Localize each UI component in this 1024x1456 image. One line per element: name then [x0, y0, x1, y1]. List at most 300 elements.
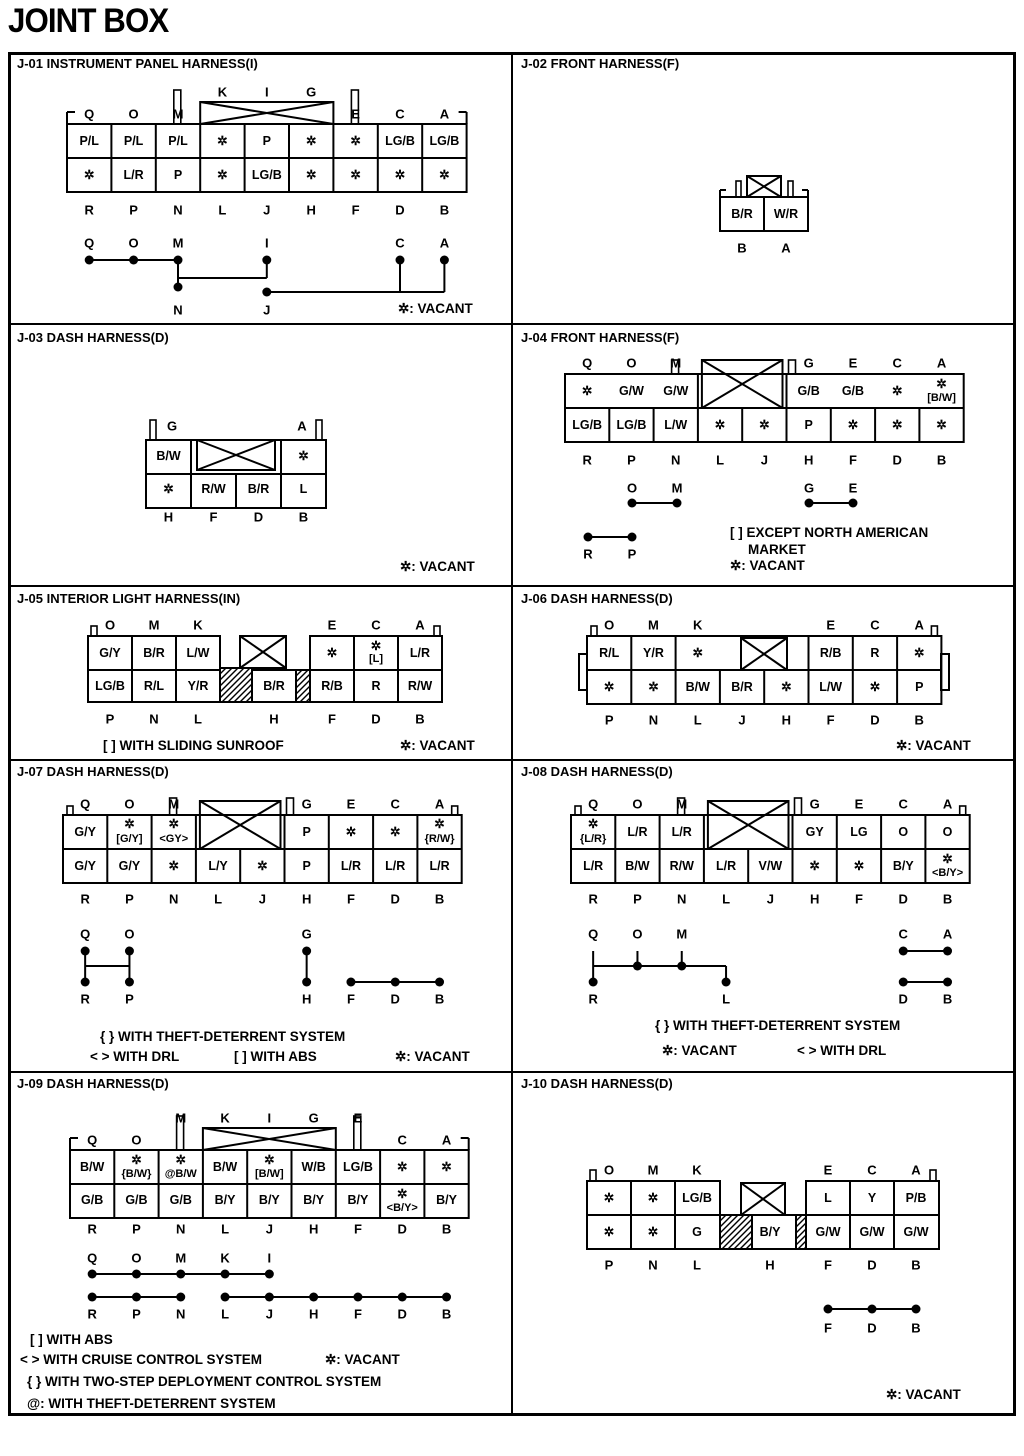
link-label: L: [221, 1306, 230, 1322]
pin-label-bottom: J: [760, 452, 768, 468]
wire-color: R/W: [201, 482, 226, 496]
junction-dot: [221, 1270, 230, 1279]
wire-color: ✲: [759, 418, 770, 432]
wire-color: R/W: [407, 679, 433, 693]
note-drl-j08: < > WITH DRL: [797, 1043, 887, 1058]
hatch-lines: [796, 1215, 806, 1249]
wire-color-optional: @B/W: [164, 1168, 197, 1180]
pin-label-bottom: J: [258, 891, 266, 907]
pin-label-top: K: [692, 1162, 702, 1178]
panel-title-j10: J-10 DASH HARNESS(D): [521, 1076, 673, 1091]
pin-label-bottom: J: [738, 712, 746, 728]
wire-color: P: [262, 134, 271, 148]
wire-color: ✲: [257, 859, 268, 873]
wire-color: ✲: [869, 680, 881, 694]
wire-color: ✲: [397, 1187, 408, 1201]
wire-color: ✲: [603, 1225, 615, 1239]
pin-label-top: C: [395, 106, 405, 122]
junction-dot: [265, 1293, 274, 1302]
pin-label-bottom: N: [169, 891, 179, 907]
wire-color: ✲: [603, 680, 615, 694]
hatch-line: [300, 692, 310, 702]
pin-label-bottom: D: [867, 1257, 877, 1273]
latch-tab: [452, 806, 458, 815]
pin-label-bottom: H: [765, 1257, 775, 1273]
pin-label-top: E: [854, 796, 864, 812]
wire-color: ✲: [350, 168, 361, 182]
pin-label-top: O: [128, 106, 139, 122]
link-label: C: [898, 926, 908, 942]
link-label: O: [131, 1250, 142, 1266]
wire-color: ✲: [692, 646, 703, 660]
wire-color: LG/B: [251, 168, 282, 182]
link-label: G: [301, 926, 312, 942]
wire-color: G/W: [815, 1225, 841, 1239]
pin-label-bottom: H: [306, 202, 316, 218]
latch-tab: [575, 806, 581, 815]
pin-label-bottom: D: [870, 712, 880, 728]
wire-color: B/Y: [258, 1193, 280, 1207]
pin-label-top: A: [914, 617, 924, 633]
wire-color-optional: {R/W}: [424, 833, 455, 845]
pin-label-top: A: [936, 355, 947, 371]
link-label: F: [353, 1306, 362, 1322]
wire-color: ✲: [853, 859, 865, 873]
wire-color: B/R: [731, 207, 753, 221]
wire-color: ✲: [168, 859, 179, 873]
link-label: R: [80, 991, 90, 1007]
junction-dot: [221, 1293, 230, 1302]
wire-color-optional: [L]: [368, 653, 384, 665]
junction-dot: [899, 947, 908, 956]
latch-tab: [150, 420, 156, 440]
junction-dot: [628, 499, 637, 508]
pin-label-top: A: [441, 1132, 452, 1148]
junction-dot: [132, 1270, 141, 1279]
junction-dot: [262, 256, 271, 265]
pin-label-top: O: [604, 617, 615, 633]
wire-color: R/L: [143, 679, 165, 693]
wire-color: ✲: [942, 852, 953, 866]
hatch-line: [296, 674, 310, 688]
note-market: MARKET: [748, 542, 806, 557]
wire-color: ✲: [350, 134, 361, 148]
pin-label-bottom: P: [604, 712, 614, 728]
pin-label-bottom: H: [809, 891, 820, 907]
note-abs-j07: [ ] WITH ABS: [234, 1049, 317, 1064]
wire-color: LG/B: [616, 418, 647, 432]
note-sunroof: [ ] WITH SLIDING SUNROOF: [103, 738, 284, 753]
link-label: R: [583, 546, 593, 562]
wire-color: L/W: [186, 646, 210, 660]
junction-dot: [589, 978, 598, 987]
hatch-lines: [296, 670, 310, 702]
junction-dot: [125, 978, 134, 987]
wire-color: B/W: [156, 449, 181, 463]
pin-label-bottom: P: [129, 202, 138, 218]
junction-dot: [262, 288, 271, 297]
side-latch: [579, 654, 587, 690]
pin-label-top: E: [823, 1162, 833, 1178]
link-label: E: [848, 480, 858, 496]
wire-color: R/B: [819, 646, 842, 660]
pin-label-top: I: [267, 1110, 272, 1126]
latch-tab: [789, 360, 796, 374]
wire-color: ✲: [936, 418, 947, 432]
wire-color: ✲: [83, 168, 95, 182]
wire-color: R: [870, 646, 880, 660]
hatch-line: [222, 672, 252, 702]
wire-color: L/W: [819, 680, 843, 694]
wire-color: Y: [867, 1191, 877, 1205]
wire-color: LG/B: [343, 1160, 373, 1174]
link-label: H: [301, 991, 312, 1007]
wire-color: L/R: [671, 825, 692, 839]
wire-color: Y/R: [187, 679, 209, 693]
note-vacant-j04: ✲: VACANT: [730, 558, 805, 573]
pin-label-bottom: F: [353, 1221, 362, 1237]
pin-label-top: C: [867, 1162, 877, 1178]
hatch-line: [796, 1229, 806, 1239]
wire-color: P/L: [79, 134, 99, 148]
pin-label-top: A: [439, 106, 450, 122]
link-label: I: [267, 1250, 272, 1266]
wire-color: LG/B: [682, 1191, 712, 1205]
wire-color: B/R: [247, 482, 270, 496]
wire-color: LG/B: [385, 134, 415, 148]
junction-dot: [442, 1293, 451, 1302]
pin-label-top: Q: [582, 355, 593, 371]
pin-label-bottom: N: [648, 1257, 658, 1273]
latch-tab: [795, 798, 802, 815]
wire-color: R: [371, 679, 381, 693]
pin-label-top: G: [166, 418, 178, 434]
note-vacant-j05: ✲: VACANT: [400, 738, 475, 753]
pin-label-top: A: [434, 796, 445, 812]
wire-color: P: [302, 859, 311, 873]
latch-tab: [931, 626, 937, 636]
wire-color: B/Y: [303, 1193, 325, 1207]
link-label: F: [824, 1320, 832, 1336]
wire-color: R/W: [669, 859, 694, 873]
note-vacant-j03: ✲: VACANT: [400, 559, 475, 574]
junction-dot: [805, 499, 814, 508]
wire-color: ✲: [892, 384, 903, 398]
wire-color: ✲: [264, 1153, 275, 1167]
hatch-line: [296, 670, 308, 682]
pin-label-top: I: [264, 84, 269, 100]
pin-label-top: Q: [80, 796, 91, 812]
hatch-line: [720, 1215, 732, 1227]
note-vacant-j08: ✲: VACANT: [662, 1043, 737, 1058]
latch-tab: [434, 626, 440, 636]
pin-label-bottom: A: [781, 240, 791, 256]
wire-color: B/Y: [892, 859, 914, 873]
pin-label-bottom: P: [125, 891, 134, 907]
wire-color: G/W: [859, 1225, 885, 1239]
wire-color: ✲: [326, 646, 338, 660]
wire-color: R/L: [599, 646, 620, 660]
pin-label-top: G: [306, 84, 317, 100]
pin-label-top: O: [104, 617, 116, 633]
pin-label-bottom: L: [194, 711, 202, 727]
wire-color: L/R: [583, 859, 604, 873]
junction-dot: [396, 256, 405, 265]
pin-label-bottom: L: [221, 1221, 230, 1237]
wire-color: ✲: [847, 418, 859, 432]
junction-dot: [353, 1293, 362, 1302]
wire-color: ✲: [587, 817, 599, 831]
hatched-cavity: [220, 668, 252, 702]
pin-label-bottom: F: [826, 712, 835, 728]
pin-label-bottom: P: [604, 1257, 614, 1273]
wire-color: L/Y: [208, 859, 228, 873]
pin-label-bottom: J: [265, 1221, 273, 1237]
hatch-line: [796, 1235, 806, 1245]
pin-label-bottom: F: [848, 452, 857, 468]
wire-color: ✲: [581, 384, 593, 398]
note-theft-j07: { } WITH THEFT-DETERRENT SYSTEM: [100, 1029, 346, 1044]
wire-color: ✲: [914, 646, 925, 660]
wire-color: L/R: [123, 168, 144, 182]
hatched-cavity: [720, 1215, 752, 1249]
link-label: B: [441, 1306, 452, 1322]
latch-tab: [960, 806, 966, 815]
pin-label-bottom: L: [693, 1257, 701, 1273]
wire-color: P/L: [123, 134, 144, 148]
pin-label-bottom: B: [434, 891, 445, 907]
junction-dot: [628, 533, 637, 542]
pin-label-bottom: B: [415, 711, 425, 727]
junction-dot: [85, 256, 94, 265]
hatch-lines: [720, 1215, 752, 1249]
pin-label-top: E: [327, 617, 337, 633]
pin-label-top: K: [693, 617, 703, 633]
panel-title-j08: J-08 DASH HARNESS(D): [521, 764, 673, 779]
pin-label-top: K: [193, 617, 203, 633]
junction-dot: [849, 499, 858, 508]
pin-label-top: C: [898, 796, 908, 812]
pin-label-top: C: [870, 617, 880, 633]
pin-label-top: E: [353, 1110, 363, 1126]
wire-color: ✲: [781, 680, 792, 694]
pin-label-bottom: N: [176, 1221, 186, 1237]
wire-color: ✲: [434, 817, 445, 831]
junction-dot: [81, 947, 90, 956]
pin-label-top: C: [397, 1132, 407, 1148]
link-label: P: [132, 1306, 141, 1322]
link-label: D: [390, 991, 400, 1007]
hatch-line: [796, 1217, 806, 1227]
pin-label-bottom: N: [677, 891, 687, 907]
link-label: A: [439, 235, 450, 251]
junction-dot: [129, 256, 138, 265]
junction-dot: [346, 978, 355, 987]
latch-tab: [591, 626, 597, 636]
pin-label-top: G: [308, 1110, 319, 1126]
wire-color: G/Y: [118, 859, 141, 873]
pin-label-bottom: P: [105, 711, 115, 727]
junction-dot: [440, 256, 449, 265]
junction-dot: [174, 283, 183, 292]
link-label: J: [265, 1306, 273, 1322]
junction-dot: [176, 1270, 185, 1279]
pin-label-top: Q: [84, 106, 95, 122]
panel-title-j01: J-01 INSTRUMENT PANEL HARNESS(I): [17, 56, 258, 71]
link-label: N: [173, 302, 183, 318]
pin-label-bottom: L: [214, 891, 223, 907]
panel-title-j09: J-09 DASH HARNESS(D): [17, 1076, 169, 1091]
pin-label-bottom: J: [263, 202, 271, 218]
junction-dot: [81, 978, 90, 987]
link-label: J: [263, 302, 271, 318]
pin-label-top: A: [415, 617, 425, 633]
pin-label-bottom: D: [892, 452, 902, 468]
wire-color: ✲: [647, 1225, 659, 1239]
junction-dot: [868, 1305, 877, 1314]
hatch-line: [728, 1225, 752, 1249]
wire-color: L/W: [664, 418, 688, 432]
wire-color: LG/B: [95, 679, 125, 693]
wire-color: B/W: [212, 1160, 238, 1174]
pin-label-bottom: B: [936, 452, 947, 468]
link-label: Q: [84, 235, 95, 251]
junction-dot: [88, 1270, 97, 1279]
hatch-line: [220, 668, 232, 680]
pin-label-bottom: F: [824, 1257, 832, 1273]
wire-color: ✲: [370, 639, 382, 653]
pin-label-bottom: B: [439, 202, 450, 218]
wire-color: W/B: [301, 1160, 326, 1174]
hatch-line: [722, 1219, 752, 1249]
pin-label-top: M: [172, 106, 184, 122]
wire-color: ✲: [603, 1191, 615, 1205]
wire-color: P/L: [168, 134, 188, 148]
junction-dot: [824, 1305, 833, 1314]
link-label: R: [588, 991, 598, 1007]
pin-label-top: M: [676, 796, 688, 812]
wire-color: ✲: [892, 418, 903, 432]
wire-color: ✲: [305, 168, 317, 182]
junction-dot: [309, 1293, 318, 1302]
wire-color-optional: {L/R}: [580, 833, 607, 845]
wire-color: ✲: [714, 418, 726, 432]
wire-color: L/R: [627, 825, 648, 839]
pin-label-top: A: [942, 796, 953, 812]
pin-label-top: O: [632, 796, 643, 812]
link-label: M: [172, 235, 184, 251]
link-label: R: [87, 1306, 97, 1322]
latch-tab: [67, 806, 73, 815]
pin-label-bottom: B: [911, 1257, 921, 1273]
panel-title-j02: J-02 FRONT HARNESS(F): [521, 56, 680, 71]
pin-label-top: O: [626, 355, 637, 371]
note-abs-j09: [ ] WITH ABS: [30, 1332, 113, 1347]
link-label: F: [346, 991, 355, 1007]
junction-dot: [265, 1270, 274, 1279]
wire-color-optional: [B/W]: [254, 1168, 284, 1180]
link-label: K: [220, 1250, 230, 1266]
wire-color: ✲: [936, 377, 947, 391]
wire-color: P: [915, 680, 924, 694]
wire-color: P: [804, 418, 813, 432]
panel-title-j04: J-04 FRONT HARNESS(F): [521, 330, 680, 345]
note-vacant-j06: ✲: VACANT: [896, 738, 971, 753]
wire-color: B/R: [731, 680, 753, 694]
link-label: O: [124, 926, 135, 942]
note-vacant-j10: ✲: VACANT: [886, 1387, 961, 1402]
junction-dot: [722, 978, 731, 987]
wire-color: B/Y: [214, 1193, 236, 1207]
note-drl-j07: < > WITH DRL: [90, 1049, 180, 1064]
hatch-lines: [220, 668, 252, 702]
panel-title-j03: J-03 DASH HARNESS(D): [17, 330, 169, 345]
wire-color: P: [302, 825, 311, 839]
wire-color: G/B: [841, 384, 865, 398]
wire-color-optional: {B/W}: [121, 1168, 152, 1180]
wire-color: L: [824, 1191, 832, 1205]
link-label: Q: [87, 1250, 98, 1266]
pin-label-bottom: B: [298, 509, 309, 525]
wire-color: GY: [805, 825, 824, 839]
pin-label-top: E: [351, 106, 360, 122]
junction-dot: [943, 947, 952, 956]
wire-color: G/B: [81, 1193, 104, 1207]
note-cruise: < > WITH CRUISE CONTROL SYSTEM: [20, 1352, 263, 1367]
pin-label-top: M: [648, 617, 659, 633]
pin-label-top: Q: [588, 796, 599, 812]
wire-color: L/R: [429, 859, 450, 873]
link-label: B: [434, 991, 445, 1007]
link-label: N: [176, 1306, 186, 1322]
wire-color: ✲: [131, 1153, 142, 1167]
wire-color: L/R: [340, 859, 362, 873]
pin-label-top: M: [168, 796, 180, 812]
link-label: D: [898, 991, 908, 1007]
wire-color: LG/B: [572, 418, 603, 432]
wire-color: B/W: [685, 680, 710, 694]
link-label: M: [676, 926, 688, 942]
wire-color: L: [299, 482, 308, 496]
latch-tab: [91, 626, 97, 636]
pin-label-bottom: F: [351, 202, 360, 218]
note-theft-j08: { } WITH THEFT-DETERRENT SYSTEM: [655, 1018, 901, 1033]
pin-label-bottom: H: [308, 1221, 319, 1237]
latch-tab: [788, 181, 793, 197]
link-label: Q: [80, 926, 91, 942]
wire-color: O: [898, 825, 909, 839]
note-except-na: [ ] EXCEPT NORTH AMERICAN: [730, 525, 929, 540]
pin-label-bottom: D: [898, 891, 908, 907]
latch-tab: [590, 1170, 596, 1181]
pin-label-top: E: [826, 617, 835, 633]
pin-label-top: M: [670, 355, 682, 371]
junction-dot: [176, 1293, 185, 1302]
pin-label-top: A: [911, 1162, 921, 1178]
note-vacant-j07: ✲: VACANT: [395, 1049, 470, 1064]
wire-color: G/Y: [74, 825, 96, 839]
pin-label-bottom: N: [149, 711, 159, 727]
wire-color: L/R: [385, 859, 406, 873]
hatch-line: [740, 1237, 752, 1249]
hatch-line: [296, 686, 310, 700]
wire-color: G/B: [125, 1193, 148, 1207]
wire-color-optional: <GY>: [159, 833, 189, 845]
junction-dot: [88, 1293, 97, 1302]
junction-dot: [302, 978, 311, 987]
note-theft-j09: @: WITH THEFT-DETERRENT SYSTEM: [27, 1396, 276, 1411]
latch-tab: [930, 1170, 936, 1181]
